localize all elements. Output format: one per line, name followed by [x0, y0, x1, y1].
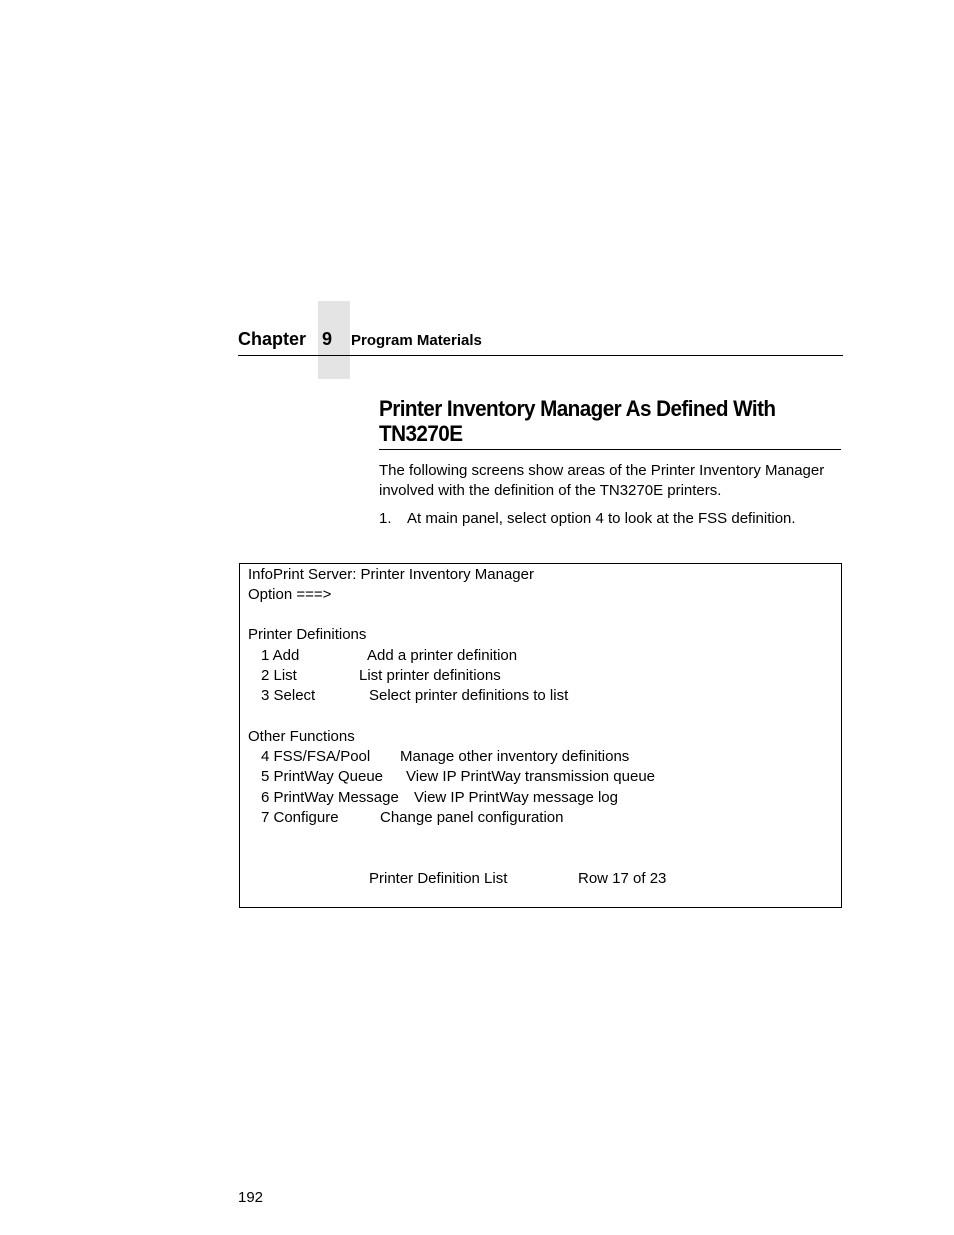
menu-option-printway-message: 6 PrintWay Message: [261, 789, 399, 806]
screen-title: InfoPrint Server: Printer Inventory Manager: [248, 566, 534, 583]
menu-description: Add a printer definition: [367, 647, 518, 664]
menu-description: Manage other inventory definitions: [400, 748, 630, 765]
menu-description: View IP PrintWay transmission queue: [406, 768, 656, 785]
step-text: At main panel, select option 4 to look at the FSS definition.: [407, 510, 796, 527]
footer-list-title: Printer Definition List: [369, 870, 508, 887]
footer-row-info: Row 17 of 23: [578, 870, 667, 887]
other-functions-heading: Other Functions: [248, 728, 355, 745]
page-number: 192: [238, 1189, 264, 1206]
chapter-label: Chapter: [238, 329, 307, 349]
title-divider: [379, 449, 841, 450]
section-title: Printer Inventory Manager As Defined With TN3270E: [379, 396, 776, 446]
chapter-title: Program Materials: [351, 332, 482, 349]
menu-option-printway-queue: 5 PrintWay Queue: [261, 768, 383, 785]
option-prompt: Option ===>: [248, 586, 332, 603]
menu-description: View IP PrintWay message log: [414, 789, 618, 806]
header-divider: [238, 355, 843, 356]
step-number: 1.: [379, 510, 392, 527]
menu-description: Change panel configuration: [380, 809, 564, 826]
menu-option-select: 3 Select: [261, 687, 316, 704]
menu-option-add: 1 Add: [261, 647, 300, 664]
chapter-number: 9: [322, 329, 333, 349]
menu-option-fss: 4 FSS/FSA/Pool: [261, 748, 371, 765]
menu-description: List printer definitions: [359, 667, 501, 684]
menu-description: Select printer definitions to list: [369, 687, 569, 704]
screen-panel: [239, 563, 842, 908]
intro-paragraph: The following screens show areas of the Printer Inventory Manager involved with the definition of the TN3270E printers.: [379, 462, 825, 499]
menu-option-list: 2 List: [261, 667, 297, 684]
menu-option-configure: 7 Configure: [261, 809, 339, 826]
printer-definitions-heading: Printer Definitions: [248, 626, 367, 643]
